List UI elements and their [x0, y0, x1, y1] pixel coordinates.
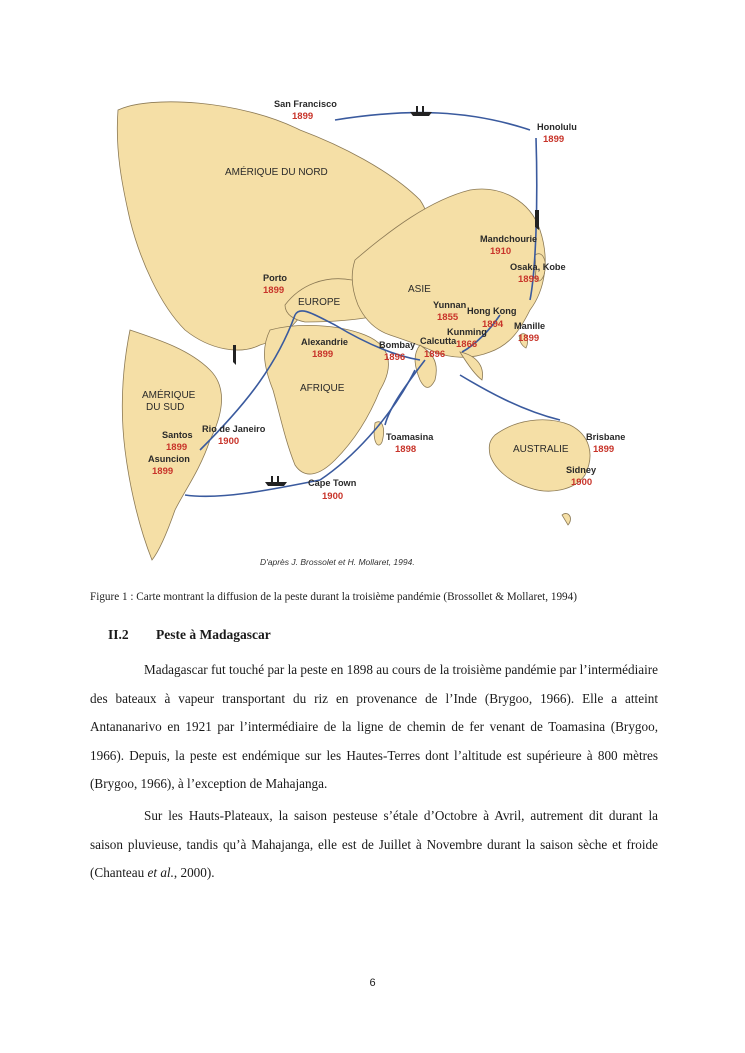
route-calcutta-australia	[460, 375, 560, 420]
new-zealand-landmass	[562, 513, 570, 525]
label-australie: AUSTRALIE	[513, 444, 569, 455]
africa-landmass	[264, 325, 388, 474]
year-rio: 1900	[218, 436, 240, 447]
steamship-icon	[233, 345, 236, 365]
year-kunming: 1866	[456, 339, 478, 350]
label-yunnan: Yunnan	[433, 300, 467, 310]
year-san-francisco: 1899	[292, 111, 314, 122]
page-number: 6	[369, 977, 376, 989]
steamship-icon	[410, 106, 432, 116]
label-afrique: AFRIQUE	[300, 383, 345, 394]
year-mandchourie: 1910	[490, 246, 512, 257]
year-cape-town: 1900	[322, 491, 344, 502]
section-number: II.2	[108, 627, 129, 642]
paragraph-2-etal: et al.	[147, 865, 174, 880]
steamship-icon	[265, 476, 287, 486]
paragraph-1-text: Madagascar fut touché par la peste en 1898 au cours de la troisième pandémie par l’intermédiaire des bateaux à vapeur transportant du riz en provenance de l’Inde (Brygoo, 1966). Elle a atteint Antananarivo en 1921 par l’intermédiaire de la ligne de chemin de fer venant de Toamasina (Brygoo, 1966). Depuis, la peste est endémique sur les Hautes-Terres dont l’altitude est supérieure à 800 mètres (Brygoo, 1966), à l’exception de Mahajanga.	[90, 662, 658, 791]
map-credit: D'après J. Brossolet et H. Mollaret, 1994.	[260, 557, 415, 567]
section-title: Peste à Madagascar	[156, 627, 271, 642]
year-santos: 1899	[166, 442, 188, 453]
year-manille: 1899	[518, 333, 540, 344]
label-san-francisco: San Francisco	[274, 99, 337, 109]
label-sidney: Sidney	[566, 465, 597, 475]
label-europe: EUROPE	[298, 297, 341, 308]
year-toamasina: 1898	[395, 444, 417, 455]
label-calcutta: Calcutta	[420, 336, 457, 346]
label-asuncion: Asuncion	[148, 454, 190, 464]
label-kunming: Kunming	[447, 327, 487, 337]
paragraph-2	[90, 802, 658, 888]
label-brisbane: Brisbane	[586, 432, 626, 442]
year-yunnan: 1855	[437, 312, 459, 323]
label-mandchourie: Mandchourie	[480, 234, 538, 244]
label-osaka-kobe: Osaka, Kobe	[510, 262, 566, 272]
label-manille: Manille	[514, 321, 546, 331]
label-santos: Santos	[162, 430, 193, 440]
label-cape-town: Cape Town	[308, 478, 357, 488]
year-bombay: 1896	[384, 352, 406, 363]
paragraph-2-end: , 2000).	[173, 865, 215, 880]
plague-diffusion-map	[90, 90, 670, 580]
label-bombay: Bombay	[379, 340, 416, 350]
year-brisbane: 1899	[593, 444, 615, 455]
figure-caption: Figure 1 : Carte montrant la diffusion de la peste durant la troisième pandémie (Brossollet & Mollaret, 1994)	[90, 591, 577, 603]
year-osaka: 1899	[518, 274, 540, 285]
label-amerique-du-sud-1: AMÉRIQUE	[142, 390, 196, 401]
route-honolulu-san-francisco	[335, 113, 530, 130]
year-calcutta: 1896	[424, 349, 446, 360]
year-sidney: 1900	[571, 477, 593, 488]
year-hong-kong: 1894	[482, 319, 504, 330]
label-toamasina: Toamasina	[386, 432, 434, 442]
paragraph-2-text: Sur les Hauts-Plateaux, la saison pesteuse s’étale d’Octobre à Avril, autrement dit durant la saison pluvieuse, tandis qu’à Mahajanga, elle est de Juillet à Novembre durant la saison sèche et froide (Chanteau	[90, 808, 658, 880]
label-hong-kong: Hong Kong	[467, 306, 517, 316]
label-amerique-du-sud-2: DU SUD	[146, 402, 185, 413]
label-porto: Porto	[263, 273, 287, 283]
year-alexandrie: 1899	[312, 349, 334, 360]
year-porto: 1899	[263, 285, 285, 296]
year-asuncion: 1899	[152, 466, 174, 477]
year-honolulu: 1899	[543, 134, 565, 145]
section-heading	[108, 627, 271, 643]
paragraph-1	[90, 656, 658, 799]
southeast-asia-landmass	[460, 352, 483, 380]
label-amerique-du-nord: AMÉRIQUE DU NORD	[225, 167, 328, 178]
steamship-icon	[535, 210, 539, 230]
label-rio-de-janeiro: Rio de Janeiro	[202, 424, 266, 434]
label-asie: ASIE	[408, 284, 431, 295]
route-capetown-southamerica	[185, 480, 320, 496]
label-alexandrie: Alexandrie	[301, 337, 348, 347]
label-honolulu: Honolulu	[537, 122, 577, 132]
